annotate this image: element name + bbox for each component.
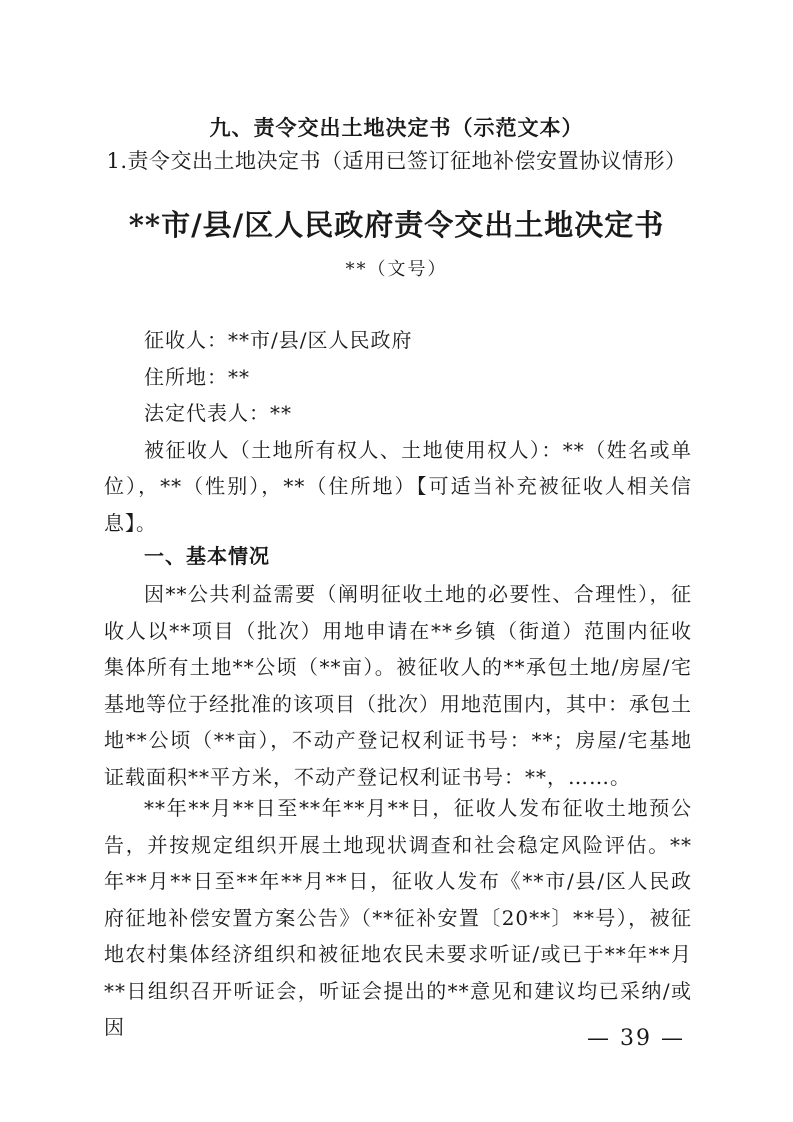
address-line: 住所地：** (144, 364, 250, 389)
document-main-title: **市/县/区人民政府责令交出土地决定书 (128, 208, 665, 242)
page-number: — 39 — (587, 1026, 685, 1051)
document-subtitle: 1.责令交出土地决定书（适用已签订征地补偿安置协议情形） (106, 149, 687, 173)
collector-line: 征收人：**市/县/区人民政府 (144, 328, 413, 352)
section-heading-block (104, 538, 692, 575)
parties-block (104, 322, 692, 541)
document-number: **（文号） (345, 259, 448, 280)
section-title: 九、责令交出土地决定书（示范文本） (209, 115, 584, 140)
legal-rep-line: 法定代表人：** (144, 401, 292, 425)
basic-info-paragraph-2: **年**月**日至**年**月**日，征收人发布征收土地预公告，并按规定组织开展土地现状调查和社会稳定风险评估。**年**月**日至**年**月**日，征收人发布《**市/县/区人民政府征地补偿安置方案公告》（**征补安置〔20**〕**号），被征地农村集体经济组织和被征地农民未要求听证/或已于**年**月**日组织召开听证会，听证会提出的**意见和建议均已采纳/或因 (104, 796, 692, 1039)
section-heading-basic-info: 一、基本情况 (144, 544, 270, 568)
basic-info-paragraph-1-block (104, 576, 692, 795)
collectee-paragraph: 被征收人（土地所有权人、土地使用权人）：**（姓名或单位），**（性别），**（住所地）【可适当补充被征收人相关信息】。 (104, 437, 692, 535)
basic-info-paragraph-2-block (104, 790, 692, 1046)
basic-info-paragraph-1: 因**公共利益需要（阐明征收土地的必要性、合理性），征收人以**项目（批次）用地申请在**乡镇（街道）范围内征收集体所有土地**公顷（**亩）。被征收人的**承包土地/房屋/宅基地等位于经批准的该项目（批次）用地范围内，其中：承包土地**公顷（**亩），不动产登记权利证书号：**；房屋/宅基地证载面积**平方米，不动产登记权利证书号：**，……。 (104, 582, 692, 789)
